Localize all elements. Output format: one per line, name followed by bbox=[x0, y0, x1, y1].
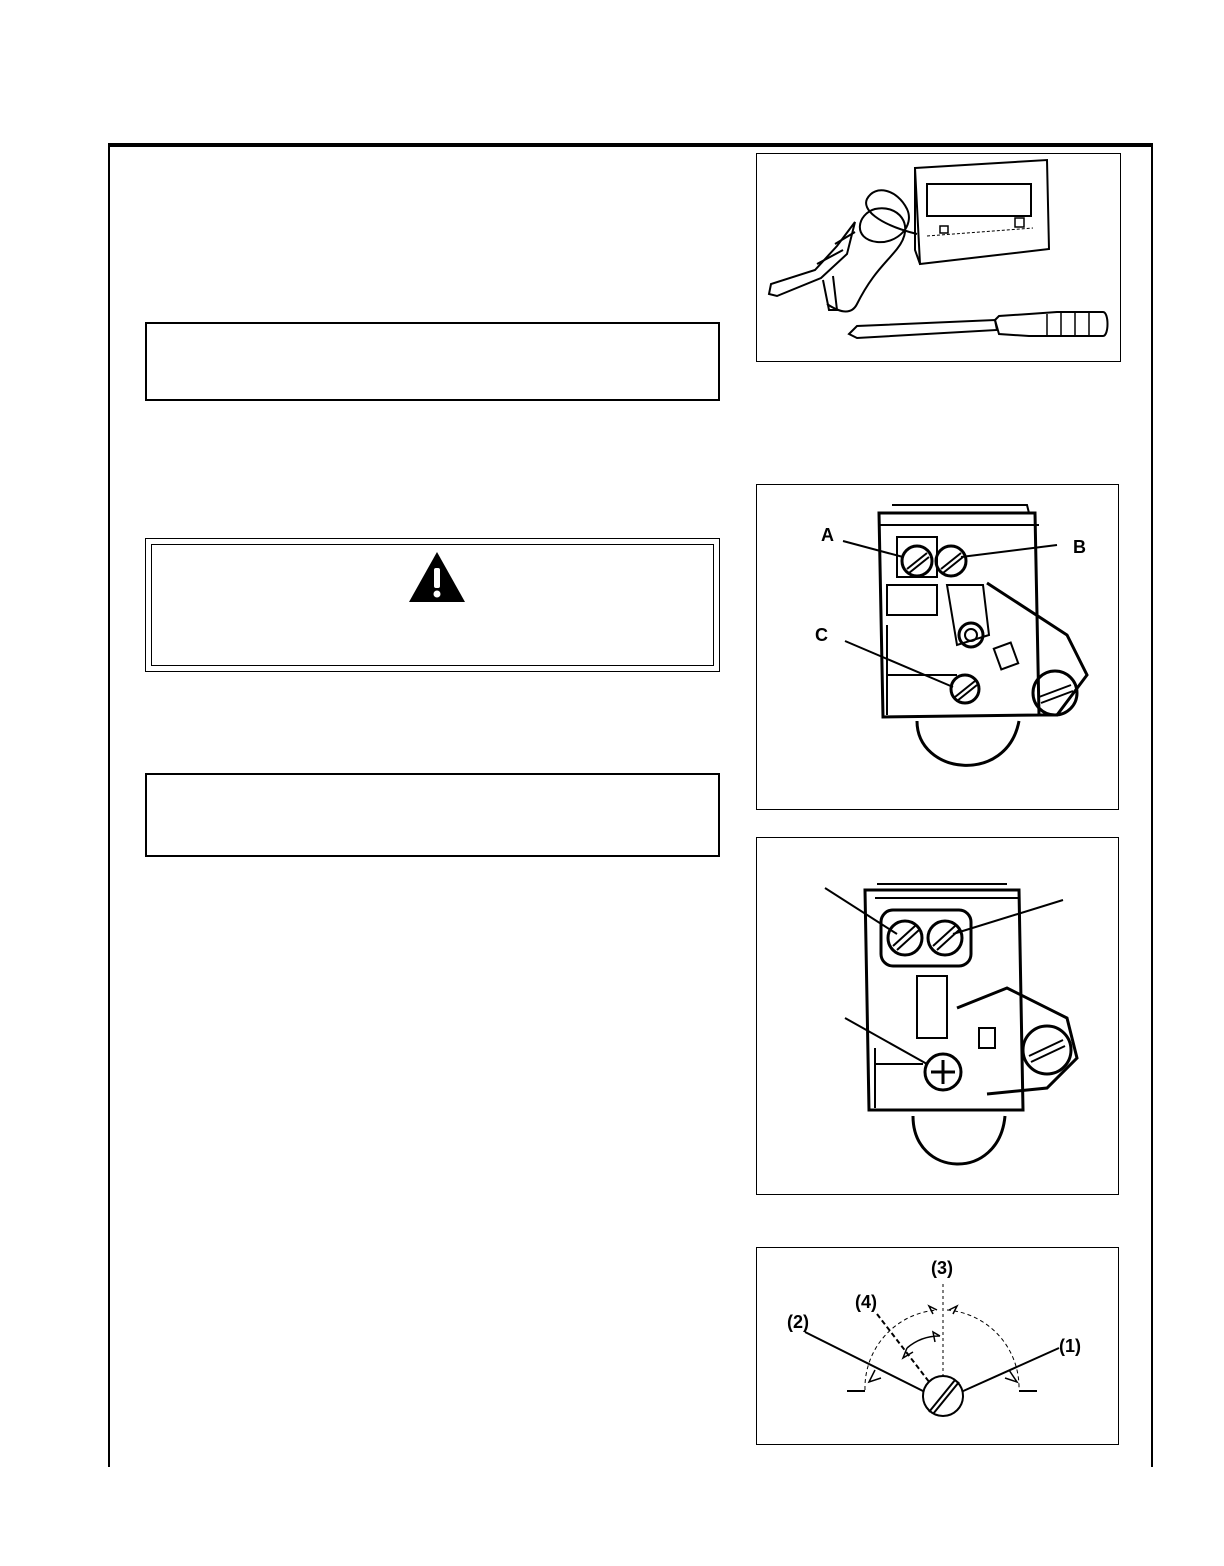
warning-box bbox=[145, 538, 720, 672]
figure-tachometer-tools bbox=[756, 153, 1121, 362]
figure-screw-angle bbox=[756, 1247, 1119, 1445]
warning-box-inner bbox=[151, 544, 714, 666]
figure-label-4: (4) bbox=[855, 1292, 877, 1312]
figure-label-a: A bbox=[821, 525, 834, 545]
figure-label-b: B bbox=[1073, 537, 1086, 557]
right-margin-rule bbox=[1151, 147, 1153, 1467]
figure-carburetor-abc bbox=[756, 484, 1119, 810]
screw-angle-diagram bbox=[757, 1248, 1120, 1446]
figure-carburetor-2 bbox=[756, 837, 1119, 1195]
carburetor-illustration bbox=[757, 485, 1120, 811]
note-box-2 bbox=[145, 773, 720, 857]
figure-label-c: C bbox=[815, 625, 828, 645]
warning-triangle-icon bbox=[407, 550, 467, 604]
figure-label-1: (1) bbox=[1059, 1336, 1081, 1356]
carburetor-illustration-2 bbox=[757, 838, 1120, 1196]
header-rule bbox=[108, 143, 1153, 147]
figure-label-2: (2) bbox=[787, 1312, 809, 1332]
left-margin-rule bbox=[108, 147, 110, 1467]
tachometer-illustration bbox=[757, 154, 1122, 363]
figure-label-3: (3) bbox=[931, 1258, 953, 1278]
note-box-1 bbox=[145, 322, 720, 401]
